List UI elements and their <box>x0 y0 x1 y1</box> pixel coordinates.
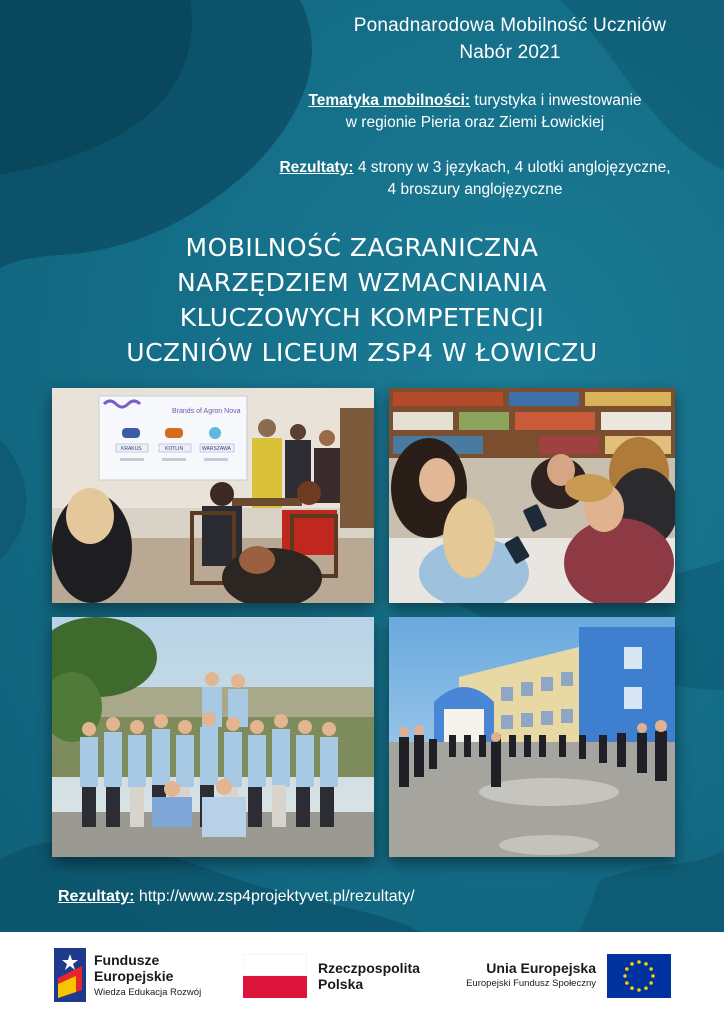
slide-brand2: KOTLIN <box>165 446 184 452</box>
eu-flag-icon <box>607 954 671 998</box>
headline <box>60 230 664 370</box>
results-block <box>230 157 720 201</box>
photo-presentation <box>52 388 374 603</box>
polish-flag-icon <box>243 954 307 998</box>
fe-line1: Fundusze <box>94 952 160 968</box>
ue-title: Unia Europejska <box>486 960 596 976</box>
headline-line3: KLUCZOWYCH KOMPETENCJI <box>179 303 545 332</box>
eu-star <box>625 967 629 971</box>
results-link-line <box>58 888 415 906</box>
photo-classroom <box>389 388 675 603</box>
eu-star <box>649 981 653 985</box>
eu-star <box>630 962 634 966</box>
fe-sub: Wiedza Edukacja Rozwój <box>94 987 202 998</box>
results-link-label: Rezultaty: <box>58 888 135 905</box>
eu-star <box>637 988 641 992</box>
fundusze-europejskie-logo-icon <box>54 948 86 1002</box>
photo-group <box>52 617 374 857</box>
eu-star <box>644 962 648 966</box>
eu-star <box>649 967 653 971</box>
program-title-line2: Nabór 2021 <box>459 42 561 63</box>
eu-star <box>623 974 627 978</box>
slide-title: Brands of Agron Nova <box>172 408 241 415</box>
results-text2: 4 broszury anglojęzyczne <box>387 181 563 198</box>
headline-line4: UCZNIÓW LICEUM ZSP4 W ŁOWICZU <box>126 338 598 367</box>
results-text1: 4 strony w 3 językach, 4 ulotki anglojęzyczne, <box>353 159 671 176</box>
rzeczpospolita-text <box>318 960 420 992</box>
footer-logos <box>0 932 724 1024</box>
headline-line1: MOBILNOŚĆ ZAGRANICZNA <box>185 233 539 262</box>
eu-star <box>651 974 655 978</box>
fundusze-europejskie-text <box>94 952 201 999</box>
eu-star <box>637 960 641 964</box>
topic-label: Tematyka mobilności: <box>308 92 471 109</box>
results-label: Rezultaty: <box>279 159 354 176</box>
rp-line1: Rzeczpospolita <box>318 960 420 976</box>
topic-text2: w regionie Pieria oraz Ziemi Łowickiej <box>345 114 605 131</box>
headline-line2: NARZĘDZIEM WZMACNIANIA <box>176 268 548 297</box>
program-title <box>300 12 720 66</box>
unia-europejska-text <box>463 960 596 990</box>
rp-line2: Polska <box>318 976 364 992</box>
topic-text1: turystyka i inwestowanie <box>470 92 642 109</box>
slide-brand1: KRAKUS <box>121 446 142 452</box>
slide-brand3: WARSZAWA <box>202 446 231 452</box>
topic-block <box>230 90 720 134</box>
eu-star <box>630 986 634 990</box>
fe-line2: Europejskie <box>94 968 174 984</box>
photo-building <box>389 617 675 857</box>
eu-star <box>625 981 629 985</box>
results-link-url[interactable]: http://www.zsp4projektyvet.pl/rezultaty/ <box>134 888 415 905</box>
program-title-line1: Ponadnarodowa Mobilność Uczniów <box>353 15 667 36</box>
eu-star <box>644 986 648 990</box>
ue-sub: Europejski Fundusz Społeczny <box>466 978 596 989</box>
